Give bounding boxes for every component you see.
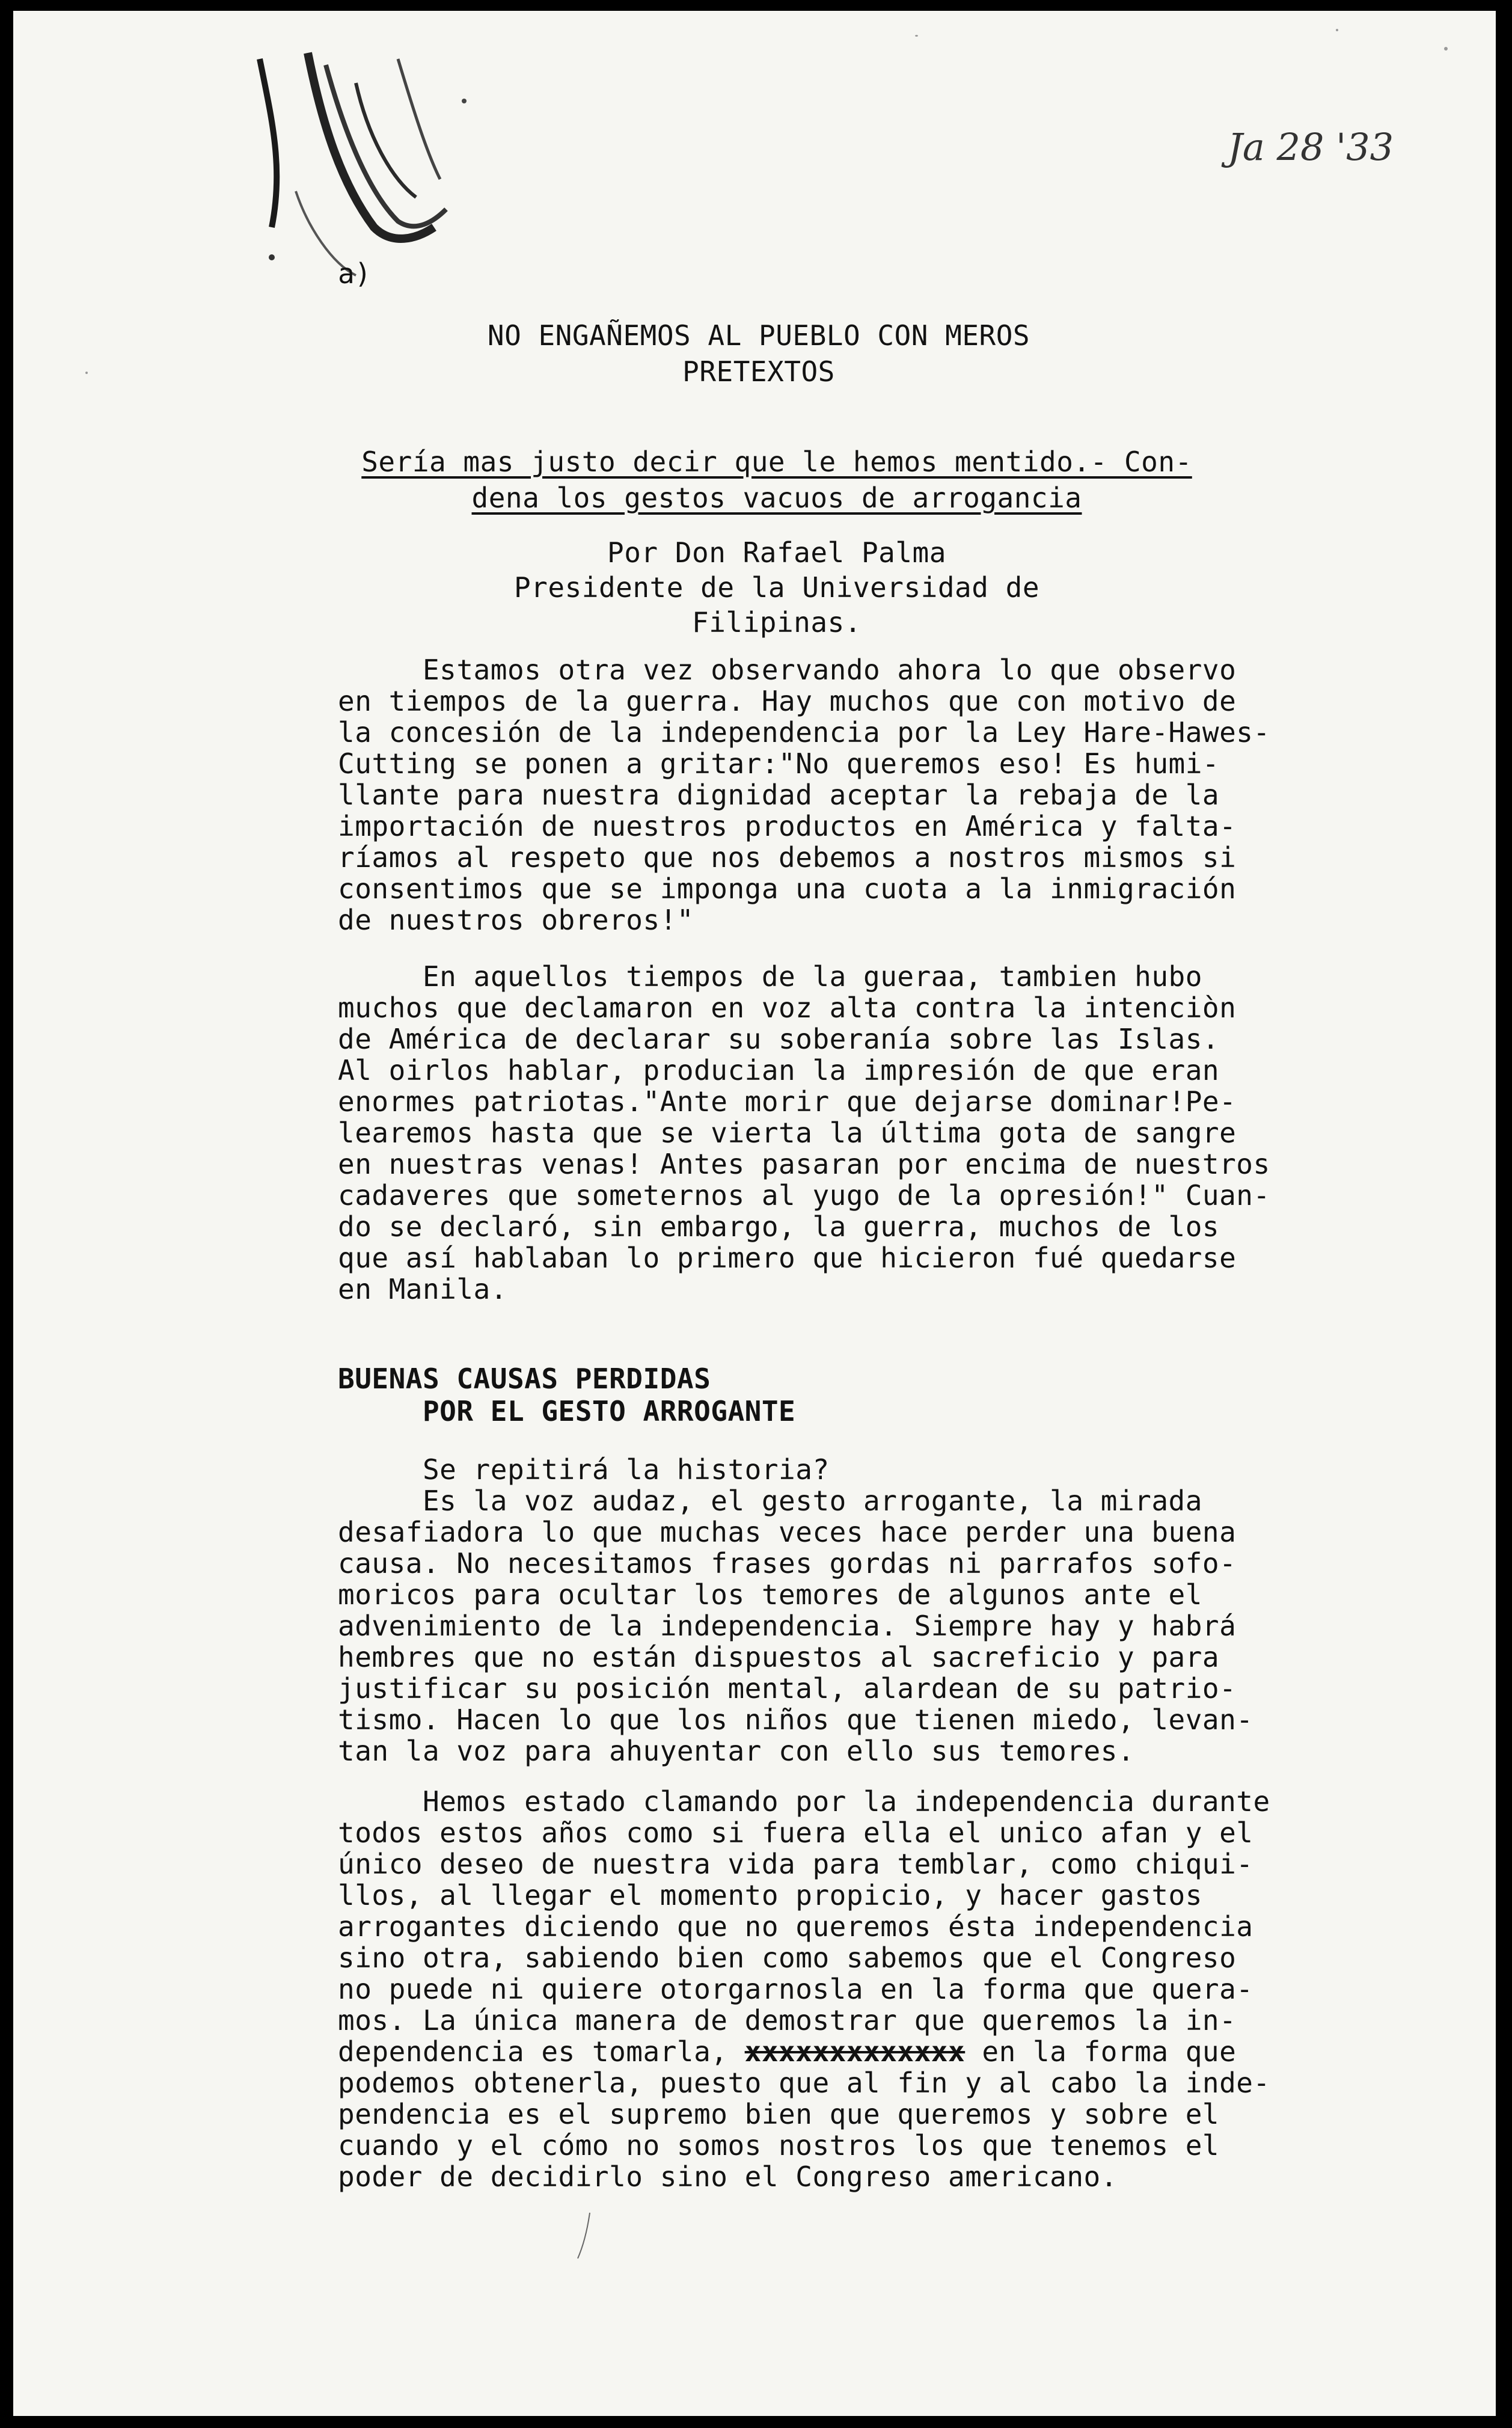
text-line: tan la voz para ahuyentar con ello sus temores. [338, 1735, 1135, 1767]
text-line: poder de decidirlo sino el Congreso americano. [338, 2160, 1118, 2193]
text-line: muchos que declamaron en voz alta contra la intenciòn [338, 992, 1237, 1024]
scan-border-right [1496, 0, 1512, 2428]
text-line: Es la voz audaz, el gesto arrogante, la mirada [338, 1485, 1202, 1517]
paragraph-4 [338, 1786, 1336, 2192]
text-line-with-strikeout [338, 2036, 1336, 2067]
text-line: desafiadora lo que muchas veces hace perder una buena [338, 1516, 1237, 1548]
text-fragment: en la forma que [965, 2035, 1237, 2068]
text-line: causa. No necesitamos frases gordas ni parrafos sofo- [338, 1547, 1237, 1580]
document-page [13, 11, 1496, 2416]
text-line: podemos obtenerla, puesto que al fin y al cabo la inde- [338, 2067, 1270, 2099]
text-line: en tiempos de la guerra. Hay muchos que con motivo de [338, 685, 1237, 717]
text-line: pendencia es el supremo bien que queremos y sobre el [338, 2098, 1220, 2130]
text-line: no puede ni quiere otorgarnosla en la forma que quera- [338, 1973, 1253, 2005]
text-line: cuando y el cómo no somos nostros los que tenemos el [338, 2129, 1220, 2162]
byline-author: Por Don Rafael Palma [607, 536, 946, 569]
scan-dust-speck [1336, 29, 1338, 31]
heading-line-2: POR EL GESTO ARROGANTE [338, 1395, 796, 1427]
title-line-1: NO ENGAÑEMOS AL PUEBLO CON MEROS [487, 319, 1030, 352]
text-line: moricos para ocultar los temores de algunos ante el [338, 1578, 1202, 1611]
text-line: en nuestras venas! Antes pasaran por encima de nuestros [338, 1148, 1270, 1180]
text-line: cadaveres que someternos al yugo de la opresión!" Cuan- [338, 1179, 1270, 1212]
byline-position: Presidente de la Universidad de [513, 571, 1040, 604]
text-line: Hemos estado clamando por la independencia durante [338, 1785, 1270, 1818]
ink-smudge-mark [236, 47, 512, 299]
handwritten-date-annotation: Ja 28 '33 [1228, 125, 1394, 169]
text-line: importación de nuestros productos en América y falta- [338, 810, 1237, 842]
byline-institution: Filipinas. [692, 606, 862, 639]
text-line: consentimos que se imponga una cuota a la inmigración [338, 872, 1237, 905]
scan-border-left [0, 0, 13, 2428]
text-line: enormes patriotas."Ante morir que dejarse dominar!Pe- [338, 1085, 1237, 1118]
scan-border-top [0, 0, 1512, 11]
text-line: sino otra, sabiendo bien como sabemos que el Congreso [338, 1942, 1237, 1974]
scan-dust-speck [915, 35, 918, 37]
text-line: llos, al llegar el momento propicio, y hacer gastos [338, 1879, 1202, 1911]
text-line: learemos hasta que se vierta la última gota de sangre [338, 1117, 1237, 1149]
section-heading [338, 1363, 795, 1427]
heading-line-1: BUENAS CAUSAS PERDIDAS [338, 1363, 711, 1395]
scan-border-bottom [0, 2416, 1512, 2428]
text-line: que así hablaban lo primero que hicieron fué quedarse [338, 1242, 1237, 1274]
text-line: hembres que no están dispuestos al sacreficio y para [338, 1641, 1220, 1673]
text-line: en Manila. [338, 1273, 507, 1305]
author-byline [314, 535, 1240, 640]
subtitle-line-2: dena los gestos vacuos de arrogancia [471, 482, 1082, 514]
subtitle-line-1: Sería mas justo decir que le hemos mentido.- Con- [361, 446, 1192, 478]
document-subtitle [314, 444, 1240, 516]
text-line: mos. La única manera de demostrar que queremos la in- [338, 2004, 1237, 2037]
text-line: todos estos años como si fuera ella el unico afan y el [338, 1816, 1253, 1849]
text-line: do se declaró, sin embargo, la guerra, muchos de los [338, 1210, 1220, 1243]
text-line: la concesión de la independencia por la Ley Hare-Hawes- [338, 716, 1270, 749]
text-line: de nuestros obreros!" [338, 904, 694, 936]
text-line: tismo. Hacen lo que los niños que tienen miedo, levan- [338, 1703, 1253, 1736]
paragraph-2 [338, 961, 1336, 1305]
text-line: advenimiento de la independencia. Siempre hay y habrá [338, 1610, 1237, 1642]
struck-out-text: xxxxxxxxxxxxx [744, 2035, 966, 2068]
paragraph-1 [338, 654, 1336, 936]
text-line: llante para nuestra dignidad aceptar la rebaja de la [338, 779, 1220, 811]
document-title [314, 317, 1204, 390]
text-line: arrogantes diciendo que no queremos ésta independencia [338, 1910, 1253, 1943]
title-line-2: PRETEXTOS [682, 355, 835, 388]
section-letter-mark: a) [338, 257, 372, 290]
pencil-tick-mark [575, 2212, 593, 2260]
text-line: Se repitirá la historia? [338, 1453, 830, 1486]
text-line: Al oirlos hablar, producian la impresión de que eran [338, 1054, 1220, 1087]
text-fragment: dependencia es tomarla, [338, 2035, 745, 2068]
scan-dust-speck [1444, 47, 1448, 51]
text-line: de América de declarar su soberanía sobre las Islas. [338, 1023, 1220, 1055]
text-line: único deseo de nuestra vida para temblar, como chiqui- [338, 1848, 1253, 1880]
text-line: ríamos al respeto que nos debemos a nostros mismos si [338, 841, 1237, 874]
scan-dust-speck [85, 372, 88, 374]
text-line: En aquellos tiempos de la gueraa, tambien hubo [338, 960, 1202, 993]
text-line: Cutting se ponen a gritar:"No queremos eso! Es humi- [338, 747, 1220, 780]
paragraph-3 [338, 1454, 1336, 1767]
text-line: justificar su posición mental, alardean de su patrio- [338, 1672, 1237, 1705]
text-line: Estamos otra vez observando ahora lo que observo [338, 654, 1237, 686]
